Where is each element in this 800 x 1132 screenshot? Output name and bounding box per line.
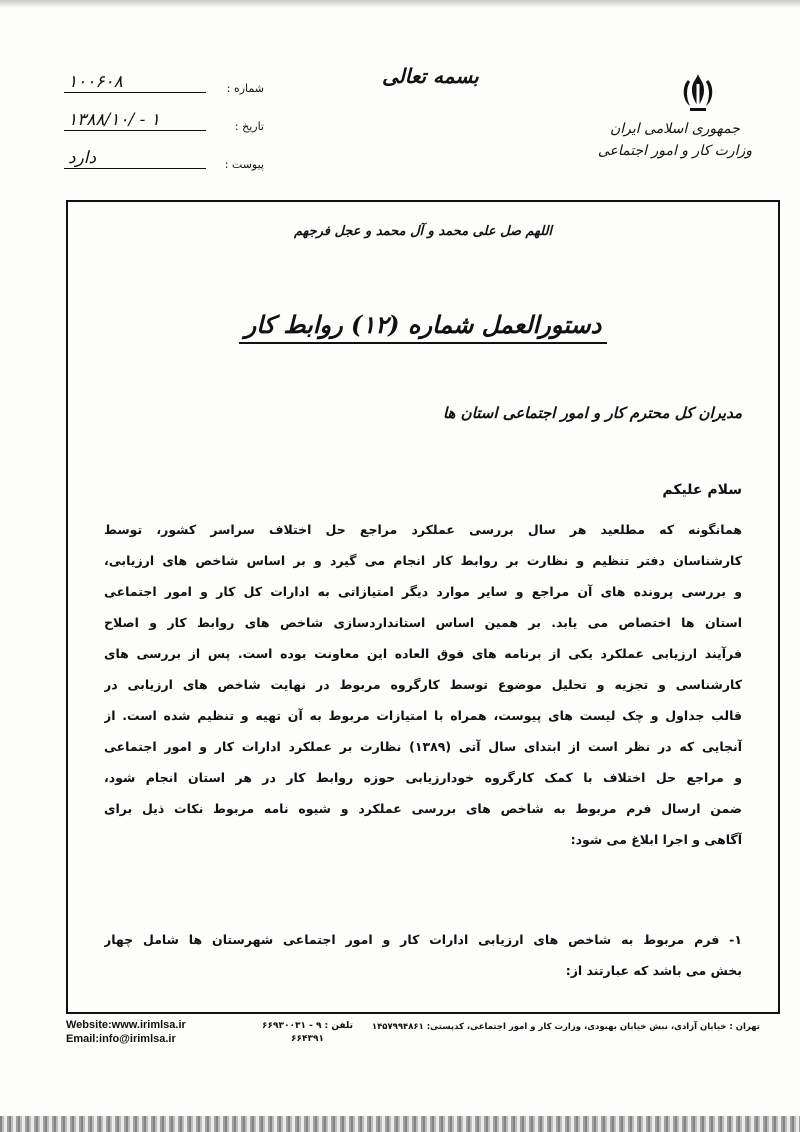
reference-block <box>64 72 264 186</box>
phone-line-1: تلفن : ۹ - ۶۶۹۳۰۰۳۱ <box>262 1021 353 1031</box>
item-line: بخش می باشد که عبارتند از: <box>565 963 742 978</box>
phone-line-2: ۶۶۴۳۹۱ <box>291 1034 324 1044</box>
date-underline <box>64 130 206 131</box>
postal-address: تهران : خیابان آزادی، نبش خیابان بهبودی، وزارت کار و امور اجتماعی، کدپستی: ۱۴۵۷۹۹۴۸۶۱ <box>371 1022 760 1032</box>
org-line-1: جمهوری اسلامی ایران <box>609 121 740 137</box>
scan-edge-top <box>0 0 800 8</box>
website-link[interactable]: Website:www.irimlsa.ir <box>66 1019 186 1031</box>
date-row <box>64 110 264 138</box>
body-paragraph <box>104 514 742 855</box>
date-value: ۱۳۸۸/۱۰/ - ۱ <box>68 110 160 130</box>
number-row <box>64 72 264 100</box>
number-underline <box>64 92 206 93</box>
email-link[interactable]: Email:info@irimlsa.ir <box>66 1033 176 1045</box>
body-line: استان ها اختصاص می یابد. بر همین اساس استانداردسازی شاخص های روابط کار و اصلاح <box>104 615 742 630</box>
document-title-text: دستورالعمل شماره (۱۲) روابط کار <box>239 310 608 344</box>
number-value: ۱۰۰۶۰۸ <box>68 72 123 92</box>
phone-block <box>262 1020 353 1046</box>
list-item-1 <box>104 924 742 986</box>
body-line: کارشناسی و تجزیه و تحلیل موضوع توسط کارگروه مربوط در نهایت شاخص های ارزیابی در <box>104 677 742 692</box>
document-title <box>68 310 778 339</box>
number-label: شماره : <box>226 82 264 95</box>
iran-emblem-icon <box>676 70 720 114</box>
addressee: مدیران کل محترم کار و امور اجتماعی استان ها <box>442 404 742 422</box>
greeting: سلام علیکم <box>662 482 742 498</box>
contact-web <box>66 1018 186 1046</box>
ministry-name <box>598 118 752 162</box>
body-line: و بررسی پرونده های آن مراجع و سایر موارد دیگر امتیازاتی به ادارات کل کار و امور اجتماعی <box>104 584 742 599</box>
body-line: آنجایی که در نظر است از ابتدای سال آتی (۱۳۸۹) نظارت بر عملکرد ادارات کار و امور اجتماعی <box>104 739 742 754</box>
org-line-2: وزارت کار و امور اجتماعی <box>597 143 752 159</box>
attachment-underline <box>64 168 206 169</box>
letter-footer <box>0 1014 800 1054</box>
body-line: ضمن ارسال فرم مربوط به شاخص های بررسی عملکرد و شیوه نامه مربوط نکات ذیل برای <box>104 801 742 816</box>
body-line: همانگونه که مطلعید هر سال بررسی عملکرد مراجع حل اختلاف سراسر کشور، توسط <box>104 522 742 537</box>
attachment-row <box>64 148 264 176</box>
item-line: ۱- فرم مربوط به شاخص های ارزیابی ادارات کار و امور اجتماعی شهرستان ها شامل چهار <box>104 932 742 947</box>
body-line: آگاهی و اجرا ابلاغ می شود: <box>570 832 742 847</box>
letter-frame <box>66 200 780 1014</box>
attachment-value: دارد <box>68 148 97 168</box>
attachment-label: پیوست : <box>224 158 264 171</box>
date-label: تاریخ : <box>234 120 264 133</box>
invocation-heading: بسمه تعالی <box>382 64 479 88</box>
body-line: کارشناسان دفتر تنظیم و نظارت بر روابط کار انجام می گیرد و بر اساس شاخص های ارزیابی، <box>104 553 742 568</box>
body-line: قالب جداول و چک لیست های پیوست، همراه با امتیازات مربوط به آن تهیه و تنظیم شده است. از <box>104 708 742 723</box>
scan-edge-bottom <box>0 1116 800 1132</box>
salawat-line: اللهم صل علی محمد و آل محمد و عجل فرجهم <box>293 224 553 239</box>
body-line: فرآیند ارزیابی عملکرد یکی از برنامه های فوق العاده این معاونت بوده است. پس از بررسی های <box>104 646 742 661</box>
body-line: و مراجع حل اختلاف با کمک کارگروه خودارزیابی حوزه روابط کار در هر استان انجام شود، <box>104 770 742 785</box>
